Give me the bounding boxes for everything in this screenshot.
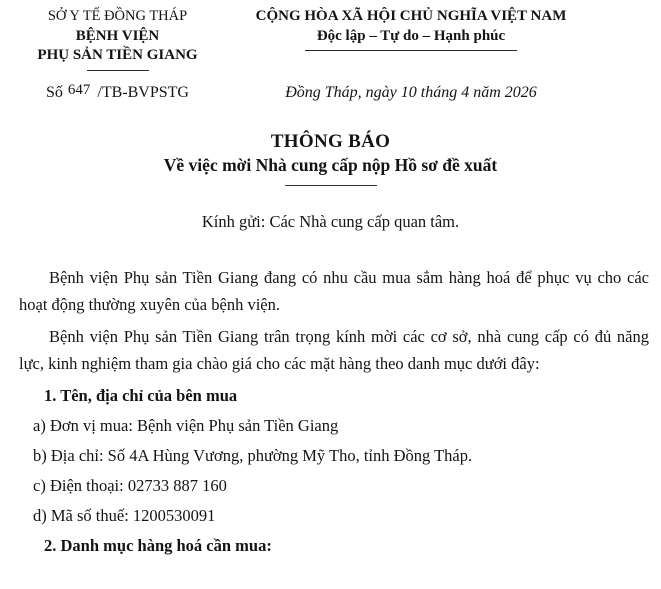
section-1-item-d: d) Mã số thuế: 1200530091 [33,505,216,525]
section-1-item-b: b) Địa chỉ: Số 4A Hùng Vương, phường Mỹ Tho, tỉnh Đồng Tháp. [33,445,473,465]
document-header [0,0,661,71]
motto-underline [305,50,517,51]
title-underline [285,185,377,186]
section-2-heading: 2. Danh mục hàng hoá cần mua: [44,535,272,555]
section-1-heading: 1. Tên, địa chỉ của bên mua [44,385,238,405]
document-subtitle: Về việc mời Nhà cung cấp nộp Hồ sơ đề xuất [163,154,498,175]
ref-date-row [0,81,661,102]
national-motto-block [235,7,587,71]
document-title: THÔNG BÁO [270,130,391,152]
body-paragraph: Bệnh viện Phụ sản Tiền Giang đang có nhu cầu mua sắm hàng hoá để phục vụ cho các hoạt động thường xuyên của bệnh viện. [19,267,649,314]
document-number [0,81,235,102]
title-block [0,131,661,186]
section-1-item-c: c) Điện thoại: 02733 887 160 [33,475,227,495]
document-number-prefix: Số [46,83,63,101]
body-paragraph: Bệnh viện Phụ sản Tiền Giang trân trọng kính mời các cơ sở, nhà cung cấp có đủ năng lực, kinh nghiệm tham gia chào giá cho các mặt hàng theo danh mục dưới đây: [19,326,649,373]
document-body [19,264,649,559]
national-title: CỘNG HÒA XÃ HỘI CHỦ NGHĨA VIỆT NAM [255,8,567,24]
document-number-suffix: /TB-BVPSTG [97,83,189,101]
org-name-line1: BỆNH VIỆN [75,27,160,44]
national-motto: Độc lập – Tự do – Hạnh phúc [316,27,506,44]
salutation-line: Kính gửi: Các Nhà cung cấp quan tâm. [201,211,460,231]
issuing-org-block [0,7,235,71]
org-underline [87,70,149,71]
section-1-item-a: a) Đơn vị mua: Bệnh viện Phụ sản Tiền Giang [33,415,339,435]
parent-agency-name: SỞ Y TẾ ĐỒNG THÁP [47,8,188,24]
document-number-value: 647 [67,81,91,98]
place-date-line: Đồng Tháp, ngày 10 tháng 4 năm 2026 [285,83,537,101]
org-name-line2: PHỤ SẢN TIỀN GIANG [37,47,198,63]
